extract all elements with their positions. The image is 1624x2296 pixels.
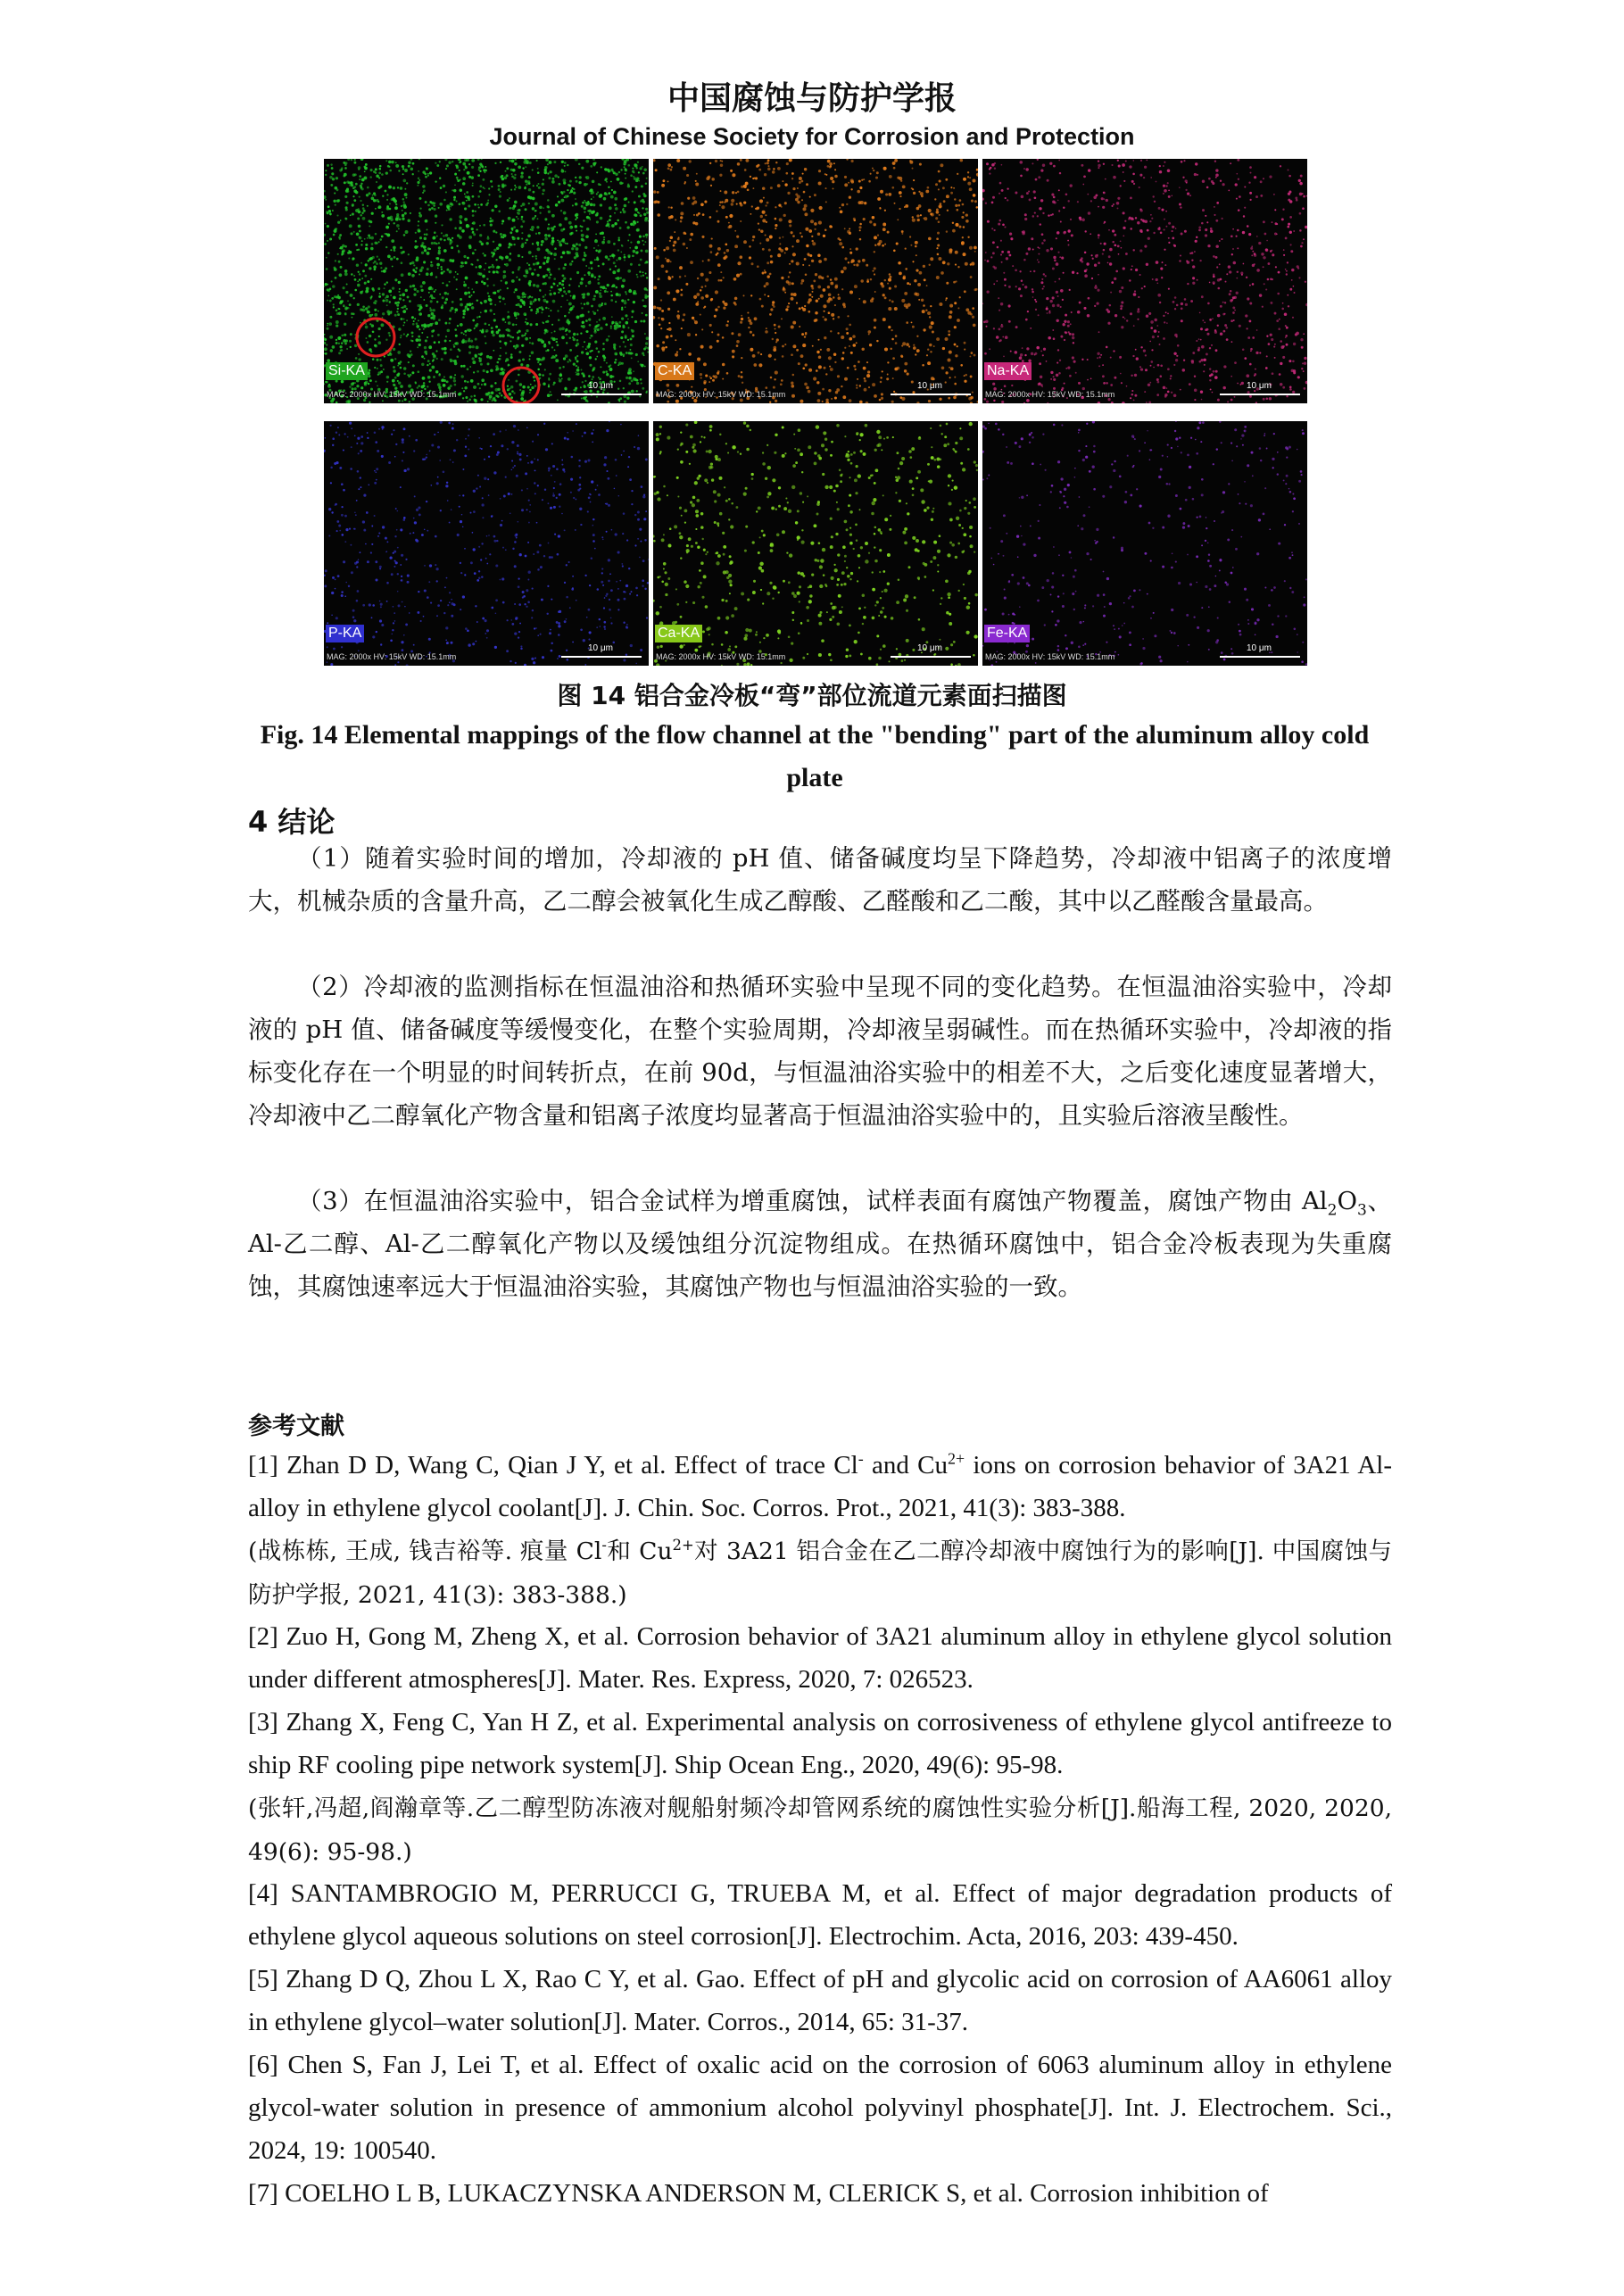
references-title: 参考文献 xyxy=(248,1413,344,1440)
reference-6: [6] Chen S, Fan J, Lei T, et al. Effect of oxalic acid on the corrosion of 6063 aluminum alloy in ethylene glycol-water solution in presence of ammonium alcohol polyvinyl phosphate[J]. Int. J. Electrochem. Sci., 2024, 19: 100540. xyxy=(248,2051,1392,2165)
scale-bar xyxy=(891,656,971,658)
scale-label: 10 μm xyxy=(917,381,942,391)
sem-info: MAG: 2000x HV: 15kV WD: 15.1mm xyxy=(656,390,786,399)
map-panel-fe xyxy=(982,421,1307,666)
element-label: P-KA xyxy=(326,625,364,642)
text-run: [1] Zhan D D, Wang C, Qian J Y, et al. Effect of trace Cl xyxy=(248,1451,858,1480)
reference-2: [2] Zuo H, Gong M, Zheng X, et al. Corrosion behavior of 3A21 aluminum alloy in ethylene glycol solution under different atmospheres[J]. Mater. Res. Express, 2020, 7: 026523. xyxy=(248,1622,1392,1694)
text-run: 、Al-乙二醇、Al-乙二醇氧化产物以及缓蚀组分沉淀物组成。在热循环腐蚀中，铝合金冷板表现为失重腐蚀，其腐蚀速率远大于恒温油浴实验，其腐蚀产物也与恒温油浴实验的一致。 xyxy=(248,1187,1393,1301)
sem-info: MAG: 2000x HV: 15kV WD: 15.1mm xyxy=(656,652,786,661)
sem-info: MAG: 2000x HV: 15kV WD: 15.1mm xyxy=(327,390,457,399)
scale-label: 10 μm xyxy=(588,643,613,653)
highlight-circle xyxy=(503,368,539,403)
element-label: Na-KA xyxy=(984,362,1032,380)
conclusion-paragraph-3 xyxy=(248,1180,1392,1308)
text-run: 和 Cu xyxy=(606,1538,673,1565)
element-label: Si-KA xyxy=(326,362,368,380)
text-run: O xyxy=(1337,1187,1357,1215)
section-title: 4 结论 xyxy=(248,805,336,839)
scale-bar xyxy=(1220,656,1300,658)
reference-1 xyxy=(248,1444,1392,1529)
element-label: Ca-KA xyxy=(655,625,702,642)
scale-label: 10 μm xyxy=(1247,381,1272,391)
sem-info: MAG: 2000x HV: 15kV WD: 15.1mm xyxy=(985,652,1115,661)
map-dots-c xyxy=(653,159,978,403)
subscript: 3 xyxy=(1357,1201,1367,1220)
journal-title-cn: 中国腐蚀与防护学报 xyxy=(667,80,957,117)
superscript: 2+ xyxy=(672,1537,694,1554)
subscript: 2 xyxy=(1327,1201,1338,1220)
text-run: ions on corrosion behavior of 3A21 Al-alloy in ethylene glycol coolant[J]. J. Chin. Soc. Corros. Prot., 2021, 41(3): 383-388. xyxy=(248,1451,1392,1522)
scale-label: 10 μm xyxy=(917,643,942,653)
text-run: （3）在恒温油浴实验中，铝合金试样为增重腐蚀，试样表面有腐蚀产物覆盖，腐蚀产物由 Al xyxy=(297,1187,1328,1215)
sem-info: MAG: 2000x HV: 15kV WD: 15.1mm xyxy=(327,652,457,661)
superscript: - xyxy=(858,1449,864,1468)
superscript: - xyxy=(601,1537,607,1554)
map-panel-ca xyxy=(653,421,978,666)
element-label: C-KA xyxy=(655,362,694,380)
figure-caption-cn: 图 14 铝合金冷板“弯”部位流道元素面扫描图 xyxy=(557,681,1067,710)
scale-bar xyxy=(561,656,642,658)
reference-3: [3] Zhang X, Feng C, Yan H Z, et al. Experimental analysis on corrosiveness of ethylene glycol antifreeze to ship RF cooling pipe network system[J]. Ship Ocean Eng., 2020, 49(6): 95-98. xyxy=(248,1708,1392,1779)
text-run: 对 3A21 铝合金在乙二醇冷却液中腐蚀行为的影响[J]. 中国腐蚀与防护学报, 2021, 41(3): 383-388.) xyxy=(248,1538,1392,1609)
scale-bar xyxy=(891,394,971,395)
conclusion-paragraph-1: （1）随着实验时间的增加，冷却液的 pH 值、储备碱度均呈下降趋势，冷却液中铝离子的浓度增大，机械杂质的含量升高，乙二醇会被氧化生成乙醇酸、乙醛酸和乙二酸，其中以乙醛酸含量最高。 xyxy=(248,844,1392,916)
sem-info: MAG: 2000x HV: 15kV WD: 15.1mm xyxy=(985,390,1115,399)
text-run: (张轩,冯超,阎瀚章等.乙二醇型防冻液对舰船射频冷却管网系统的腐蚀性实验分析[J].船海工程, 2020, 2020, 49(6): 95-98.) xyxy=(248,1795,1392,1866)
text-run: (战栋栋, 王成, 钱吉裕等. 痕量 Cl xyxy=(248,1538,602,1565)
element-label: Fe-KA xyxy=(984,625,1030,642)
scale-bar xyxy=(561,394,642,395)
map-panel-si xyxy=(324,159,649,403)
reference-5: [5] Zhang D Q, Zhou L X, Rao C Y, et al. Gao. Effect of pH and glycolic acid on corrosion of AA6061 alloy in ethylene glycol–water solution[J]. Mater. Corros., 2014, 65: 31-37. xyxy=(248,1965,1392,2036)
superscript: 2+ xyxy=(947,1449,965,1468)
reference-7: [7] COELHO L B, LUKACZYNSKA ANDERSON M, CLERICK S, et al. Corrosion inhibition of xyxy=(248,2179,1269,2208)
map-dots-p xyxy=(324,421,649,666)
map-panel-na xyxy=(982,159,1307,403)
text-run: and Cu xyxy=(863,1451,948,1480)
map-dots-fe xyxy=(982,421,1307,666)
scale-label: 10 μm xyxy=(1247,643,1272,653)
highlight-circle xyxy=(357,319,394,356)
scale-label: 10 μm xyxy=(588,381,613,391)
highlight-circles xyxy=(324,159,649,403)
elemental-mapping-figure xyxy=(324,159,1307,666)
scale-bar xyxy=(1220,394,1300,395)
conclusion-paragraph-2: （2）冷却液的监测指标在恒温油浴和热循环实验中呈现不同的变化趋势。在恒温油浴实验中，冷却液的 pH 值、储备碱度等缓慢变化，在整个实验周期，冷却液呈弱碱性。而在热循环实验中，冷却液的指标变化存在一个明显的时间转折点，在前 90d，与恒温油浴实验中的相差不大，之后变化速度显著增大，冷却液中乙二醇氧化产物含量和铝离子浓度均显著高于恒温油浴实验中的，且实验后溶液呈酸性。 xyxy=(248,973,1392,1130)
figure-caption-en: Fig. 14 Elemental mappings of the flow channel at the "bending" part of the aluminum alloy cold plate xyxy=(260,720,1370,792)
journal-title-en: Journal of Chinese Society for Corrosion and Protection xyxy=(489,123,1135,150)
map-panel-p xyxy=(324,421,649,666)
map-panel-c xyxy=(653,159,978,403)
reference-1-cn xyxy=(248,1529,1392,1617)
reference-4: [4] SANTAMBROGIO M, PERRUCCI G, TRUEBA M, et al. Effect of major degradation products of ethylene glycol aqueous solutions on steel corrosion[J]. Electrochim. Acta, 2016, 203: 439-450. xyxy=(248,1879,1392,1951)
reference-3-cn xyxy=(248,1786,1392,1874)
